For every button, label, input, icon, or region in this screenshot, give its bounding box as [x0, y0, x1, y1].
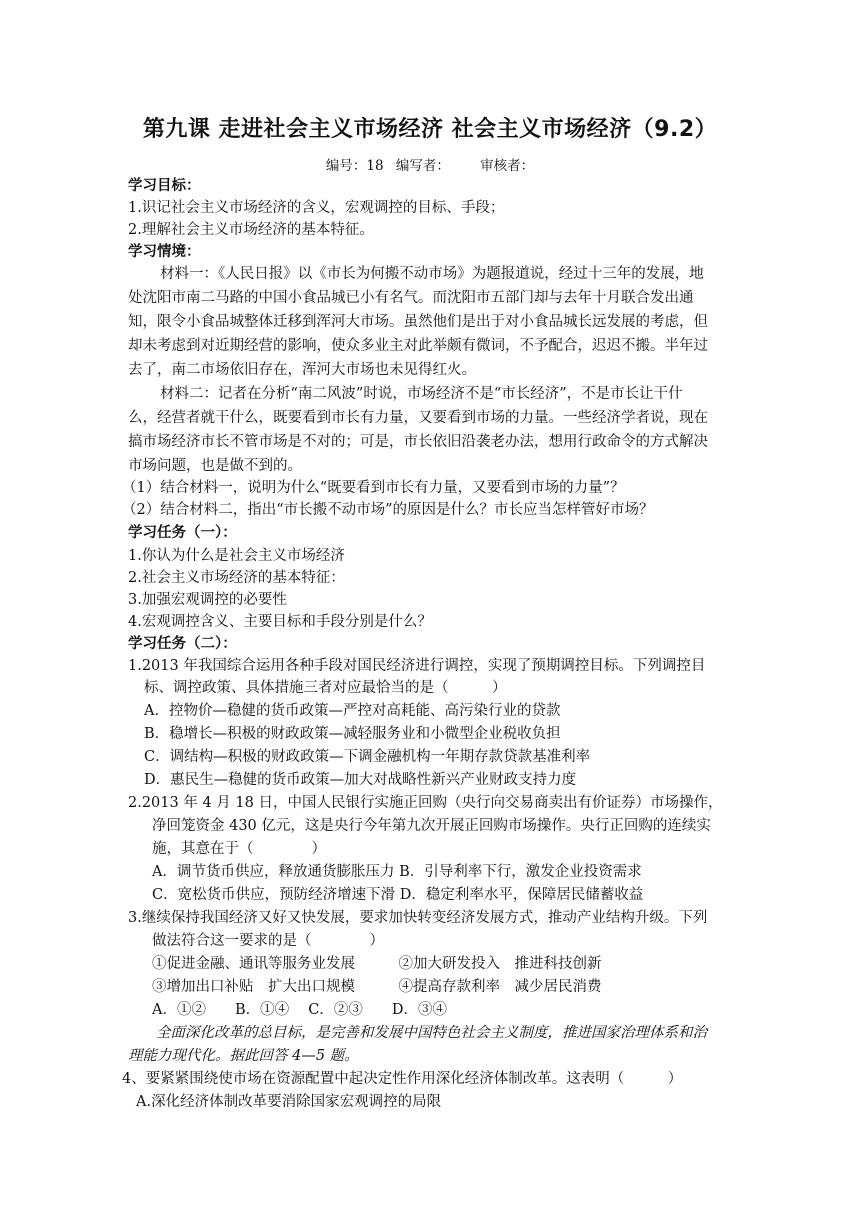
text-line: 净回笼资金 430 亿元，这是央行今年第九次开展正回购市场操作。央行正回购的连续实	[152, 818, 711, 834]
text-line: 3.加强宏观调控的必要性	[128, 592, 287, 608]
doc-reviewer: 审核者：	[480, 158, 535, 174]
option-line: B．稳增长—积极的财政政策—减轻服务业和小微型企业税收负担	[144, 726, 561, 742]
text-line: 1.2013 年我国综合运用各种手段对国民经济进行调控，实现了预期调控目标。下列调控目	[128, 658, 706, 674]
option-line: A．①② B．①④ C．②③ D．③④	[152, 1002, 447, 1018]
option-line: ①促进金融、通讯等服务业发展 ②加大研发投入 推进科技创新	[152, 956, 602, 972]
text-line: 理能力现代化。据此回答 4—5 题。	[128, 1048, 359, 1064]
section-heading: 学习目标：	[128, 178, 201, 194]
header-meta	[0, 154, 860, 174]
option-line: D．惠民生—稳健的货币政策—加大对战略性新兴产业财政支持力度	[144, 772, 577, 788]
doc-writer: 编写者：	[395, 158, 450, 174]
text-line: 4.宏观调控含义、主要目标和手段分别是什么？	[128, 614, 432, 630]
text-line: 市场问题，也是做不到的。	[128, 458, 302, 474]
text-line: 4、要紧紧围绕使市场在资源配置中起决定性作用深化经济体制改革。这表明（ ）	[122, 1071, 683, 1087]
option-line: C．宽松货币供应，预防经济增速下滑 D．稳定利率水平，保障居民储蓄收益	[152, 887, 644, 903]
text-line: 做法符合这一要求的是（ ）	[152, 933, 384, 949]
section-heading: 学习情境：	[128, 244, 201, 260]
section-heading: 学习任务（二）：	[128, 636, 237, 652]
text-line: 全面深化改革的总目标，是完善和发展中国特色社会主义制度，推进国家治理体系和治	[156, 1025, 707, 1041]
option-line: C．调结构—积极的财政政策—下调金融机构一年期存款贷款基准利率	[144, 749, 591, 765]
question-line: （2）结合材料二，指出“市长搬不动市场”的原因是什么？市长应当怎样管好市场？	[122, 502, 654, 518]
text-line: 2.2013 年 4 月 18 日，中国人民银行实施正回购（央行向交易商卖出有价证券）市场操作，	[128, 795, 723, 811]
text-line: 么，经营者就干什么，既要看到市长有力量，又要看到市场的力量。一些经济学者说，现在	[128, 410, 708, 426]
doc-number: 编号：18	[325, 158, 384, 174]
text-line: 材料二：记者在分析“南二风波”时说，市场经济不是“市长经济”，不是市长让干什	[160, 386, 683, 402]
option-line: A.深化经济体制改革要消除国家宏观调控的局限	[136, 1094, 442, 1110]
section-heading: 学习任务（一）：	[128, 525, 237, 541]
page-title: 第九课 走进社会主义市场经济 社会主义市场经济（9.2）	[142, 117, 718, 142]
text-line: 1.你认为什么是社会主义市场经济	[128, 548, 345, 564]
text-line: 搞市场经济市长不管市场是不对的；可是，市长依旧沿袭老办法，想用行政命令的方式解决	[128, 434, 708, 450]
text-line: 标、调控政策、具体措施三者对应最恰当的是（ ）	[144, 680, 507, 696]
option-line: A．调节货币供应，释放通货膨胀压力 B．引导利率下行，激发企业投资需求	[152, 864, 642, 880]
text-line: 材料一：《人民日报》以《市长为何搬不动市场》为题报道说，经过十三年的发展，地	[160, 266, 704, 282]
text-line: 1.识记社会主义市场经济的含义，宏观调控的目标、手段；	[128, 200, 505, 216]
text-line: 去了，南二市场依旧存在，浑河大市场也未见得红火。	[128, 362, 476, 378]
text-line: 施，其意在于（ ）	[152, 841, 326, 857]
text-line: 2.社会主义市场经济的基本特征：	[128, 570, 345, 586]
text-line: 2.理解社会主义市场经济的基本特征。	[128, 222, 374, 238]
question-line: （1）结合材料一，说明为什么“既要看到市长有力量，又要看到市场的力量”？	[122, 480, 625, 496]
text-line: 处沈阳市南二马路的中国小食品城已小有名气。而沈阳市五部门却与去年十月联合发出通	[128, 290, 694, 306]
text-line: 3.继续保持我国经济又好又快发展，要求加快转变经济发展方式，推动产业结构升级。下列	[128, 910, 708, 926]
option-line: ③增加出口补贴 扩大出口规模 ④提高存款利率 减少居民消费	[152, 979, 602, 995]
text-line: 知，限令小食品城整体迁移到浑河大市场。虽然他们是出于对小食品城长远发展的考虑，但	[128, 314, 708, 330]
option-line: A．控物价—稳健的货币政策—严控对高耗能、高污染行业的贷款	[144, 703, 561, 719]
text-line: 却未考虑到对近期经营的影响，使众多业主对此举颇有微词，不予配合，迟迟不搬。半年过	[128, 338, 708, 354]
